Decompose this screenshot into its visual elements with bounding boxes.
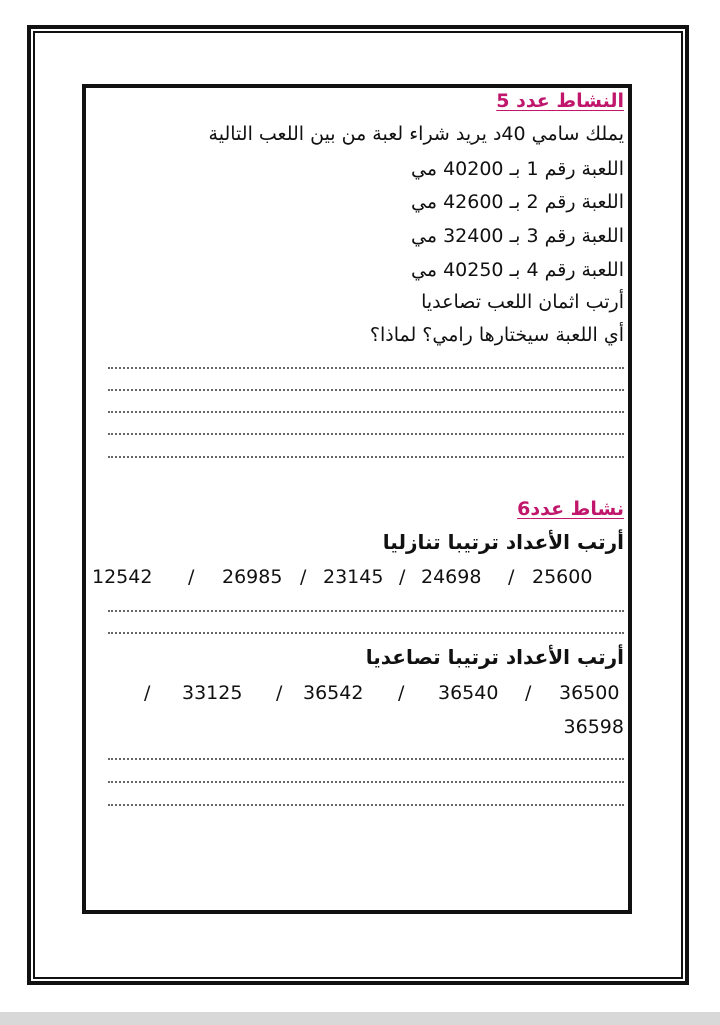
numbers-ascending-line2: 36598	[563, 716, 624, 738]
separator: /	[398, 682, 405, 704]
number: 36540	[438, 682, 499, 704]
number: 25600	[532, 566, 593, 588]
activity5-title: النشاط عدد 5	[496, 90, 624, 112]
activity5-item-2: اللعبة رقم 2 بـ 42600 مي	[411, 191, 624, 213]
separator: /	[276, 682, 283, 704]
answer-line[interactable]	[108, 758, 624, 760]
answer-line[interactable]	[108, 433, 624, 435]
answer-line[interactable]	[108, 456, 624, 458]
answer-line[interactable]	[108, 781, 624, 783]
activity5-item-4: اللعبة رقم 4 بـ 40250 مي	[411, 259, 624, 281]
number: 26985	[222, 566, 283, 588]
answer-line[interactable]	[108, 610, 624, 612]
number: 24698	[421, 566, 482, 588]
number: 33125	[182, 682, 243, 704]
separator: /	[508, 566, 515, 588]
bottom-strip	[0, 1012, 720, 1025]
answer-line[interactable]	[108, 411, 624, 413]
answer-line[interactable]	[108, 804, 624, 806]
activity6-instruction-descending: أرتب الأعداد ترتيبا تنازليا	[382, 530, 624, 554]
answer-line[interactable]	[108, 389, 624, 391]
activity5-item-3: اللعبة رقم 3 بـ 32400 مي	[411, 225, 624, 247]
activity5-task-1: أرتب اثمان اللعب تصاعديا	[421, 291, 624, 313]
separator: /	[399, 566, 406, 588]
answer-line[interactable]	[108, 632, 624, 634]
activity6-title: نشاط عدد6	[517, 498, 624, 520]
activity5-intro: يملك سامي 40د يريد شراء لعبة من بين اللعب التالية	[208, 123, 624, 145]
separator: /	[525, 682, 532, 704]
separator: /	[300, 566, 307, 588]
activity6-instruction-ascending: أرتب الأعداد ترتيبا تصاعديا	[365, 645, 624, 669]
number: 36542	[303, 682, 364, 704]
activity5-item-1: اللعبة رقم 1 بـ 40200 مي	[411, 158, 624, 180]
separator: /	[144, 682, 151, 704]
answer-line[interactable]	[108, 367, 624, 369]
separator: /	[188, 566, 195, 588]
activity5-task-2: أي اللعبة سيختارها رامي؟ لماذا؟	[369, 324, 624, 346]
number: 23145	[323, 566, 384, 588]
number: 36500	[559, 682, 620, 704]
number: 12542	[92, 566, 153, 588]
